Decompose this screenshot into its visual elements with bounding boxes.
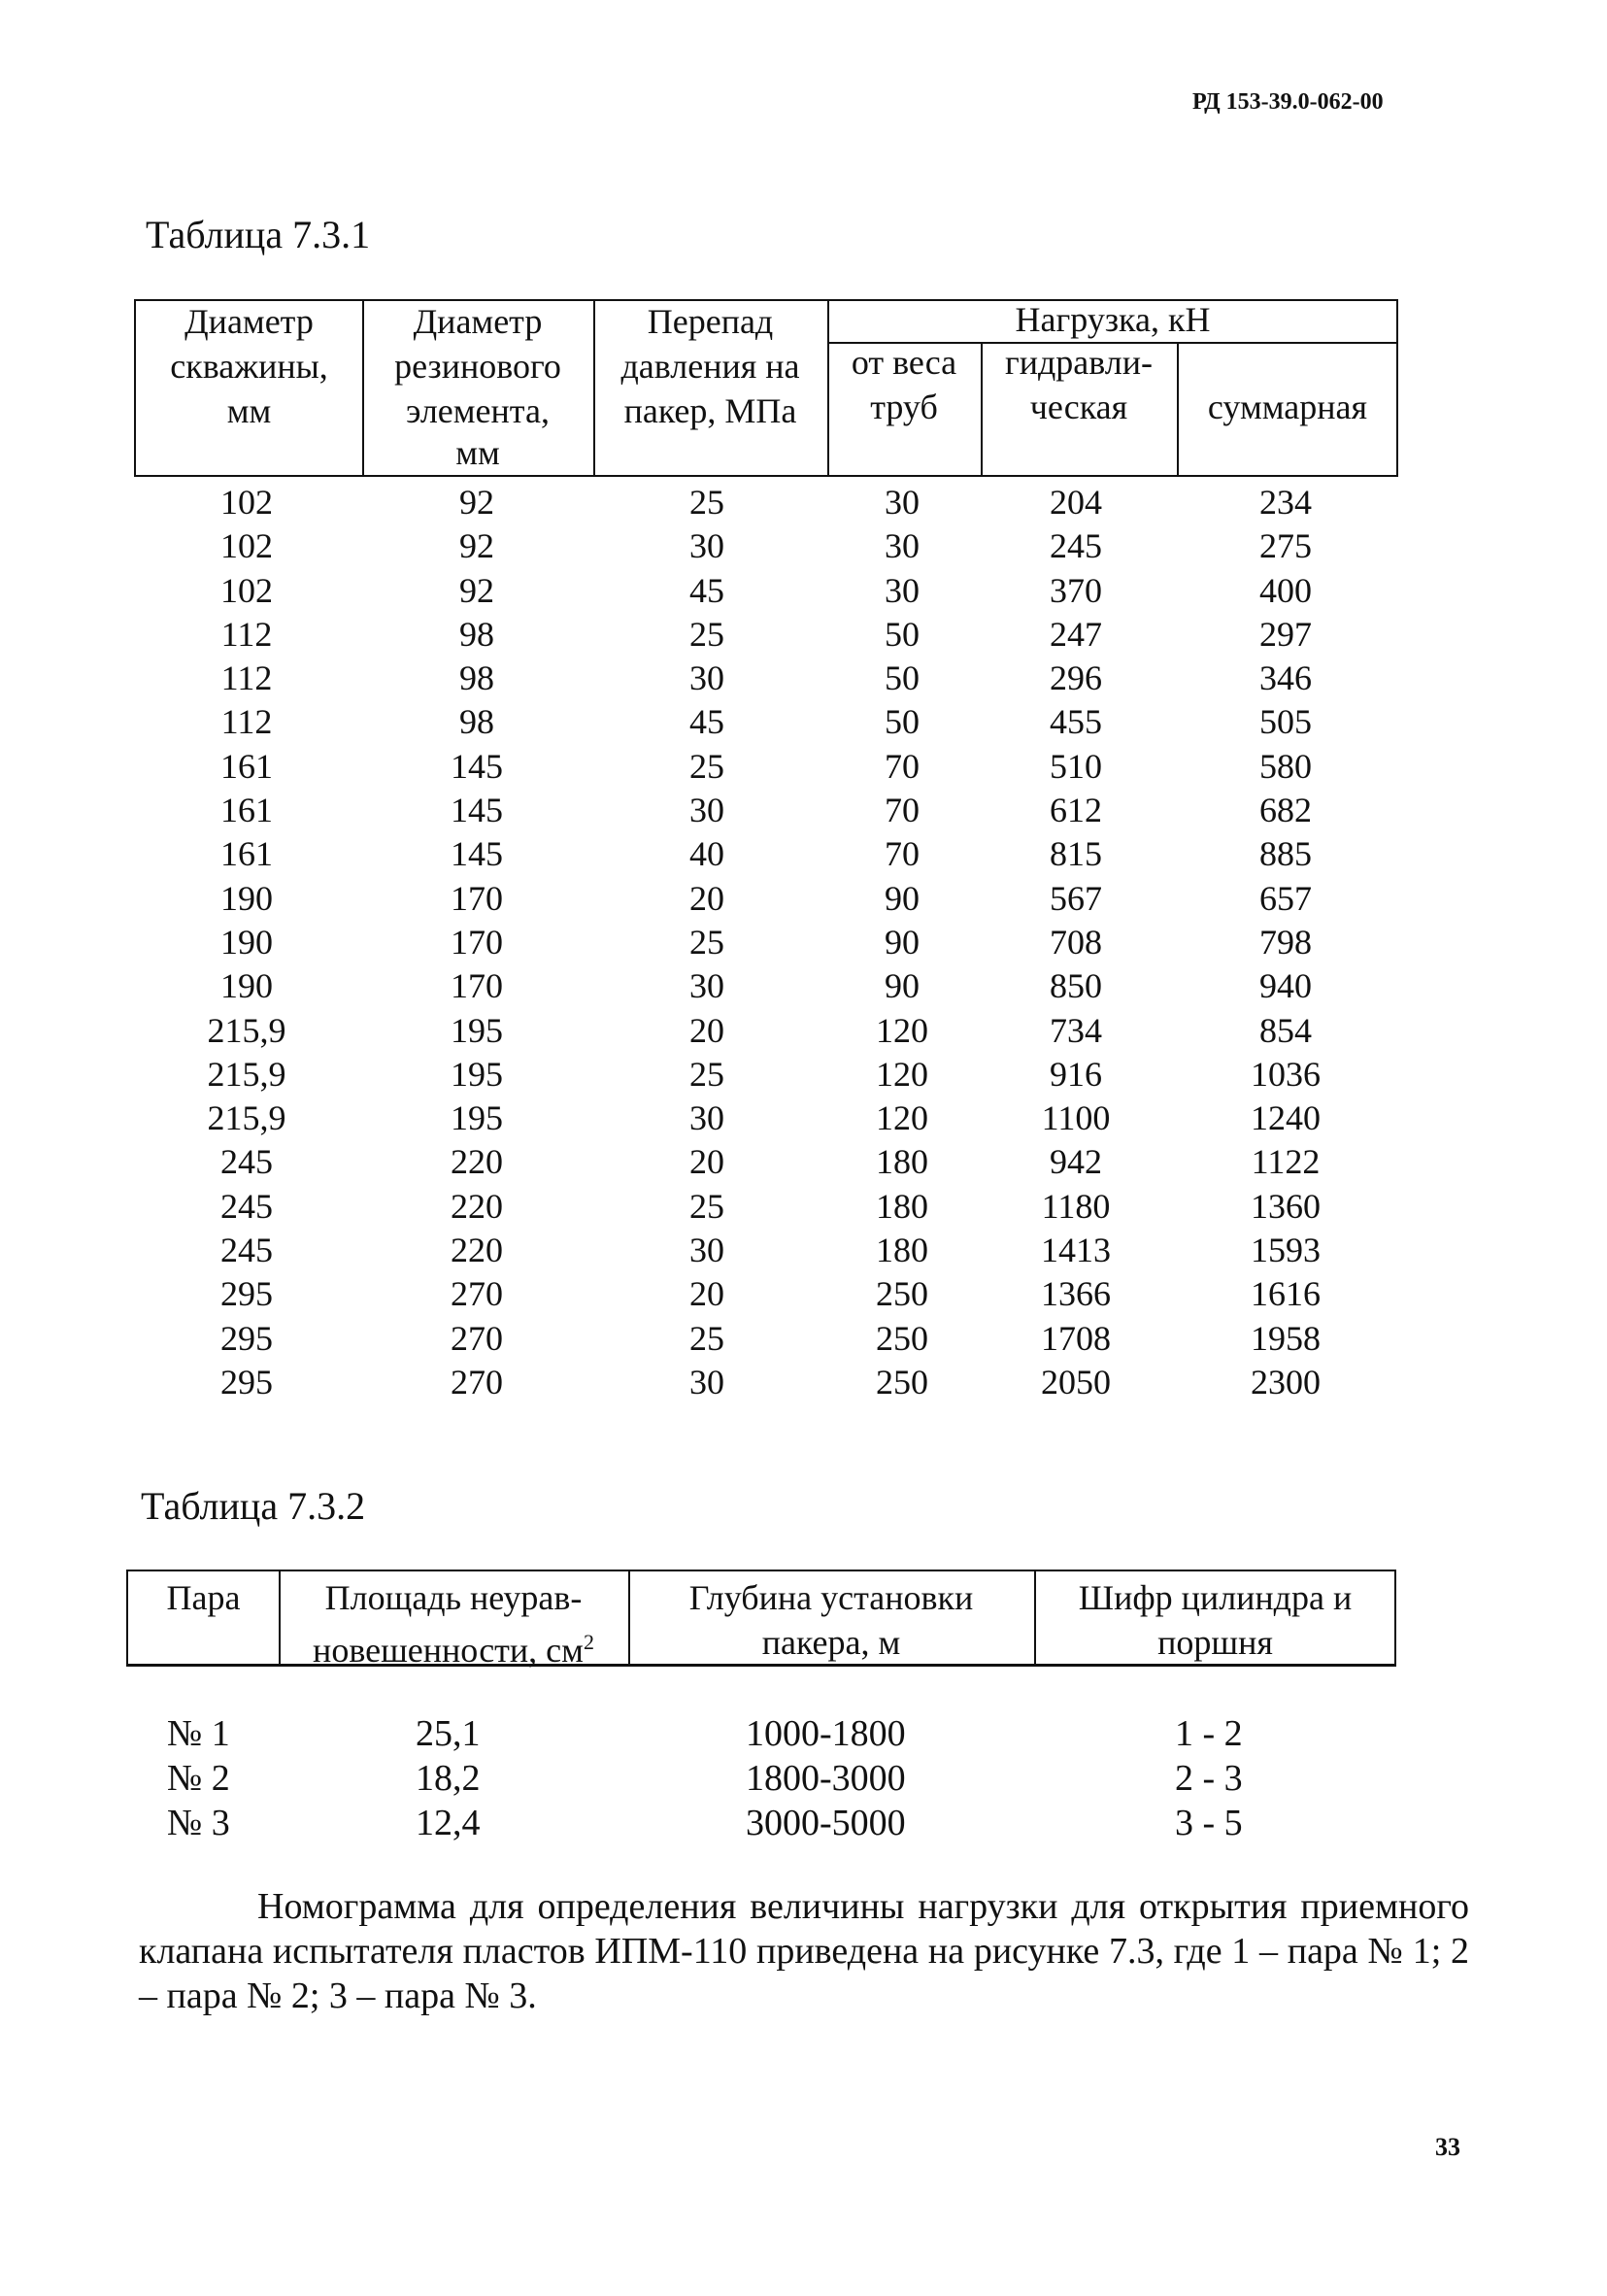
table-cell: 30 xyxy=(689,791,724,830)
nomogram-paragraph xyxy=(139,1884,1469,2018)
header-line: Площадь неурав- xyxy=(324,1578,583,1617)
header-load xyxy=(827,297,1398,342)
header-load-pipe xyxy=(827,340,981,429)
table-cell: 370 xyxy=(1050,570,1102,610)
table-cell: 25 xyxy=(689,1054,724,1094)
header-line xyxy=(279,1620,628,1672)
table-cell: 942 xyxy=(1050,1142,1102,1182)
header-code xyxy=(1034,1575,1396,1665)
table-cell: № 3 xyxy=(167,1803,230,1843)
table-cell: 612 xyxy=(1050,791,1102,830)
header-line: пакера, м xyxy=(761,1623,901,1662)
header-line: Нагрузка, кН xyxy=(1015,300,1211,339)
table-cell: 1593 xyxy=(1251,1231,1321,1270)
table-cell: 70 xyxy=(885,746,920,786)
table-cell: 112 xyxy=(220,658,273,698)
table-cell: 250 xyxy=(876,1274,928,1314)
table-cell: 195 xyxy=(451,1098,503,1138)
header-area xyxy=(279,1575,628,1672)
table-cell: 204 xyxy=(1050,483,1102,522)
table-cell: 25 xyxy=(689,1318,724,1358)
table-cell: 885 xyxy=(1259,834,1312,874)
table-row xyxy=(134,1185,1398,1229)
table-cell: 247 xyxy=(1050,614,1102,654)
table-cell: 70 xyxy=(885,791,920,830)
table-row xyxy=(126,1756,1396,1801)
table-row xyxy=(126,1711,1396,1756)
table-cell: 161 xyxy=(220,834,273,874)
table-row xyxy=(134,1272,1398,1316)
table-cell: 90 xyxy=(885,878,920,918)
table-cell: 12,4 xyxy=(416,1803,481,1843)
table-cell: 1616 xyxy=(1251,1274,1321,1314)
table-row xyxy=(134,1140,1398,1184)
table-cell: 734 xyxy=(1050,1010,1102,1050)
table-row xyxy=(134,1229,1398,1272)
table-cell: 161 xyxy=(220,791,273,830)
table-cell: 2 - 3 xyxy=(1175,1758,1243,1799)
table2-header xyxy=(126,1570,1396,1670)
table-cell: 102 xyxy=(220,526,273,566)
table-cell: 798 xyxy=(1259,922,1312,962)
table-cell: 30 xyxy=(689,1231,724,1270)
table2-body xyxy=(126,1711,1396,1845)
table-cell: 400 xyxy=(1259,570,1312,610)
table-row xyxy=(134,613,1398,657)
table-cell: 854 xyxy=(1259,1010,1312,1050)
table-row xyxy=(134,964,1398,1008)
page-number: 33 xyxy=(1435,2133,1460,2161)
table-cell: 195 xyxy=(451,1010,503,1050)
table-cell: 3000-5000 xyxy=(746,1803,906,1843)
table-cell: 25 xyxy=(689,483,724,522)
table-cell: 245 xyxy=(220,1231,273,1270)
table-cell: 1240 xyxy=(1251,1098,1321,1138)
table-cell: 250 xyxy=(876,1318,928,1358)
header-line: элемента, xyxy=(406,391,550,430)
table-cell: 145 xyxy=(451,834,503,874)
table-cell: 20 xyxy=(689,1274,724,1314)
table-cell: 161 xyxy=(220,746,273,786)
table-cell: 30 xyxy=(689,966,724,1006)
header-line: ческая xyxy=(1029,388,1128,426)
table-cell: 25 xyxy=(689,1186,724,1226)
table-cell: 346 xyxy=(1259,658,1312,698)
table-cell: 245 xyxy=(220,1142,273,1182)
header-line: скважины, xyxy=(170,347,328,386)
header-line: давления на xyxy=(620,347,800,386)
header-line: Шифр цилиндра и xyxy=(1078,1578,1353,1617)
table-cell: 297 xyxy=(1259,614,1312,654)
table-row xyxy=(134,1361,1398,1404)
header-line: мм xyxy=(455,433,500,472)
table-cell: 190 xyxy=(220,878,273,918)
table-row xyxy=(134,877,1398,921)
table-cell: 20 xyxy=(689,1010,724,1050)
table-row xyxy=(134,1009,1398,1053)
table-cell: 682 xyxy=(1259,791,1312,830)
table-cell: 2050 xyxy=(1041,1362,1111,1401)
table-cell: 70 xyxy=(885,834,920,874)
table-cell: 220 xyxy=(451,1142,503,1182)
table-cell: № 1 xyxy=(167,1713,230,1754)
table-cell: 270 xyxy=(451,1362,503,1401)
table-cell: 92 xyxy=(459,570,494,610)
table-row xyxy=(134,921,1398,964)
table-cell: 245 xyxy=(220,1186,273,1226)
table-cell: 295 xyxy=(220,1318,273,1358)
header-load-total xyxy=(1177,385,1398,429)
header-line: резинового xyxy=(394,347,561,386)
table-cell: 98 xyxy=(459,702,494,742)
table-cell: 916 xyxy=(1050,1054,1102,1094)
table-cell: 215,9 xyxy=(207,1054,286,1094)
table-cell: 180 xyxy=(876,1186,928,1226)
table-cell: 245 xyxy=(1050,526,1102,566)
table-cell: 180 xyxy=(876,1231,928,1270)
table-cell: 102 xyxy=(220,570,273,610)
header-line: мм xyxy=(226,391,272,430)
table-cell: 3 - 5 xyxy=(1175,1803,1243,1843)
table-cell: 98 xyxy=(459,658,494,698)
table-cell: 1413 xyxy=(1041,1231,1111,1270)
table-cell: 1122 xyxy=(1251,1142,1321,1182)
table-cell: 215,9 xyxy=(207,1010,286,1050)
header-line: суммарная xyxy=(1207,388,1368,426)
table-row xyxy=(134,524,1398,568)
table-cell: 1 - 2 xyxy=(1175,1713,1243,1754)
header-area-exponent: 2 xyxy=(583,1630,594,1654)
table-cell: 50 xyxy=(885,614,920,654)
table-cell: 510 xyxy=(1050,746,1102,786)
table-cell: 657 xyxy=(1259,878,1312,918)
table-cell: 234 xyxy=(1259,483,1312,522)
table-cell: 45 xyxy=(689,702,724,742)
table2-caption: Таблица 7.3.2 xyxy=(141,1484,366,1528)
table-cell: 102 xyxy=(220,483,273,522)
table-cell: 30 xyxy=(885,526,920,566)
table-cell: 190 xyxy=(220,922,273,962)
table-cell: 18,2 xyxy=(416,1758,481,1799)
table-row xyxy=(134,1053,1398,1097)
table-cell: 50 xyxy=(885,658,920,698)
table-cell: 145 xyxy=(451,791,503,830)
table-cell: 275 xyxy=(1259,526,1312,566)
table-cell: 1366 xyxy=(1041,1274,1111,1314)
header-line: Диаметр xyxy=(413,302,543,341)
table-cell: 30 xyxy=(689,1098,724,1138)
table-cell: 145 xyxy=(451,746,503,786)
table1-caption: Таблица 7.3.1 xyxy=(146,213,371,256)
table-cell: 25 xyxy=(689,746,724,786)
table-cell: 195 xyxy=(451,1054,503,1094)
table-cell: 40 xyxy=(689,834,724,874)
table-row xyxy=(134,569,1398,613)
document-code: РД 153-39.0-062-00 xyxy=(1192,89,1384,115)
table-cell: 295 xyxy=(220,1274,273,1314)
table-cell: 170 xyxy=(451,966,503,1006)
header-line: Перепад xyxy=(647,302,774,341)
header-line: Диаметр xyxy=(184,302,314,341)
table-cell: 940 xyxy=(1259,966,1312,1006)
table-cell: 1100 xyxy=(1041,1098,1111,1138)
table-cell: 850 xyxy=(1050,966,1102,1006)
header-area-unit: новешенности, см xyxy=(313,1631,584,1670)
table-cell: 90 xyxy=(885,922,920,962)
table-cell: 708 xyxy=(1050,922,1102,962)
header-line: от веса xyxy=(851,343,957,382)
table-cell: 98 xyxy=(459,614,494,654)
table-row xyxy=(134,1317,1398,1361)
table-cell: 1708 xyxy=(1041,1318,1111,1358)
table-cell: 815 xyxy=(1050,834,1102,874)
header-line: труб xyxy=(870,388,938,426)
table-cell: 1958 xyxy=(1251,1318,1321,1358)
table-row xyxy=(134,657,1398,700)
table-row xyxy=(134,745,1398,789)
table-cell: 120 xyxy=(876,1010,928,1050)
table-cell: 20 xyxy=(689,1142,724,1182)
table-cell: 170 xyxy=(451,922,503,962)
header-line: поршня xyxy=(1157,1623,1273,1662)
table-cell: 180 xyxy=(876,1142,928,1182)
header-well-diameter xyxy=(136,299,362,433)
table-cell: 92 xyxy=(459,526,494,566)
header-load-hydraulic xyxy=(981,340,1177,429)
table-cell: 296 xyxy=(1050,658,1102,698)
table-cell: 215,9 xyxy=(207,1098,286,1138)
table-cell: 25,1 xyxy=(416,1713,481,1754)
table-cell: 120 xyxy=(876,1098,928,1138)
header-depth xyxy=(628,1575,1034,1665)
table-cell: 2300 xyxy=(1251,1362,1321,1401)
header-pair xyxy=(128,1575,279,1620)
table-cell: 1180 xyxy=(1041,1186,1111,1226)
table-cell: 20 xyxy=(689,878,724,918)
table-row xyxy=(134,481,1398,524)
table1-body xyxy=(134,481,1398,1404)
table-cell: 190 xyxy=(220,966,273,1006)
table-cell: 92 xyxy=(459,483,494,522)
table-row xyxy=(134,789,1398,832)
table-cell: 1800-3000 xyxy=(746,1758,906,1799)
header-line: Глубина установки xyxy=(688,1578,974,1617)
table-cell: 270 xyxy=(451,1274,503,1314)
table-cell: 30 xyxy=(689,526,724,566)
table-cell: 50 xyxy=(885,702,920,742)
table-cell: 505 xyxy=(1259,702,1312,742)
table-cell: 90 xyxy=(885,966,920,1006)
table-cell: № 2 xyxy=(167,1758,230,1799)
table-cell: 30 xyxy=(885,483,920,522)
paragraph-text: Номограмма для определения величины нагрузки для открытия приемного клапана испытателя пластов ИПМ-110 приведена на рисунке 7.3, где 1 – пара № 1; 2 – пара № 2; 3 – пара № 3. xyxy=(139,1886,1469,2016)
header-rubber-diameter xyxy=(362,299,593,472)
table-cell: 45 xyxy=(689,570,724,610)
table-cell: 1036 xyxy=(1251,1054,1321,1094)
table-cell: 295 xyxy=(220,1362,273,1401)
table-cell: 1000-1800 xyxy=(746,1713,906,1754)
table-cell: 120 xyxy=(876,1054,928,1094)
table-cell: 25 xyxy=(689,922,724,962)
table-cell: 220 xyxy=(451,1186,503,1226)
table-row xyxy=(126,1801,1396,1845)
table-cell: 250 xyxy=(876,1362,928,1401)
table-cell: 170 xyxy=(451,878,503,918)
table-cell: 455 xyxy=(1050,702,1102,742)
table-cell: 220 xyxy=(451,1231,503,1270)
table-cell: 580 xyxy=(1259,746,1312,786)
table-cell: 270 xyxy=(451,1318,503,1358)
header-line: гидравли- xyxy=(1004,343,1154,382)
table-cell: 112 xyxy=(220,614,273,654)
table-cell: 30 xyxy=(885,570,920,610)
table-cell: 567 xyxy=(1050,878,1102,918)
header-line: пакер, МПа xyxy=(623,391,797,430)
header-line: Пара xyxy=(166,1578,241,1617)
table-cell: 30 xyxy=(689,1362,724,1401)
table-row xyxy=(134,832,1398,876)
table-row xyxy=(134,700,1398,744)
table-cell: 1360 xyxy=(1251,1186,1321,1226)
table-cell: 30 xyxy=(689,658,724,698)
table-cell: 25 xyxy=(689,614,724,654)
table-row xyxy=(134,1097,1398,1140)
header-pressure-drop xyxy=(593,299,827,433)
table-cell: 112 xyxy=(220,702,273,742)
table1-header xyxy=(134,299,1398,477)
